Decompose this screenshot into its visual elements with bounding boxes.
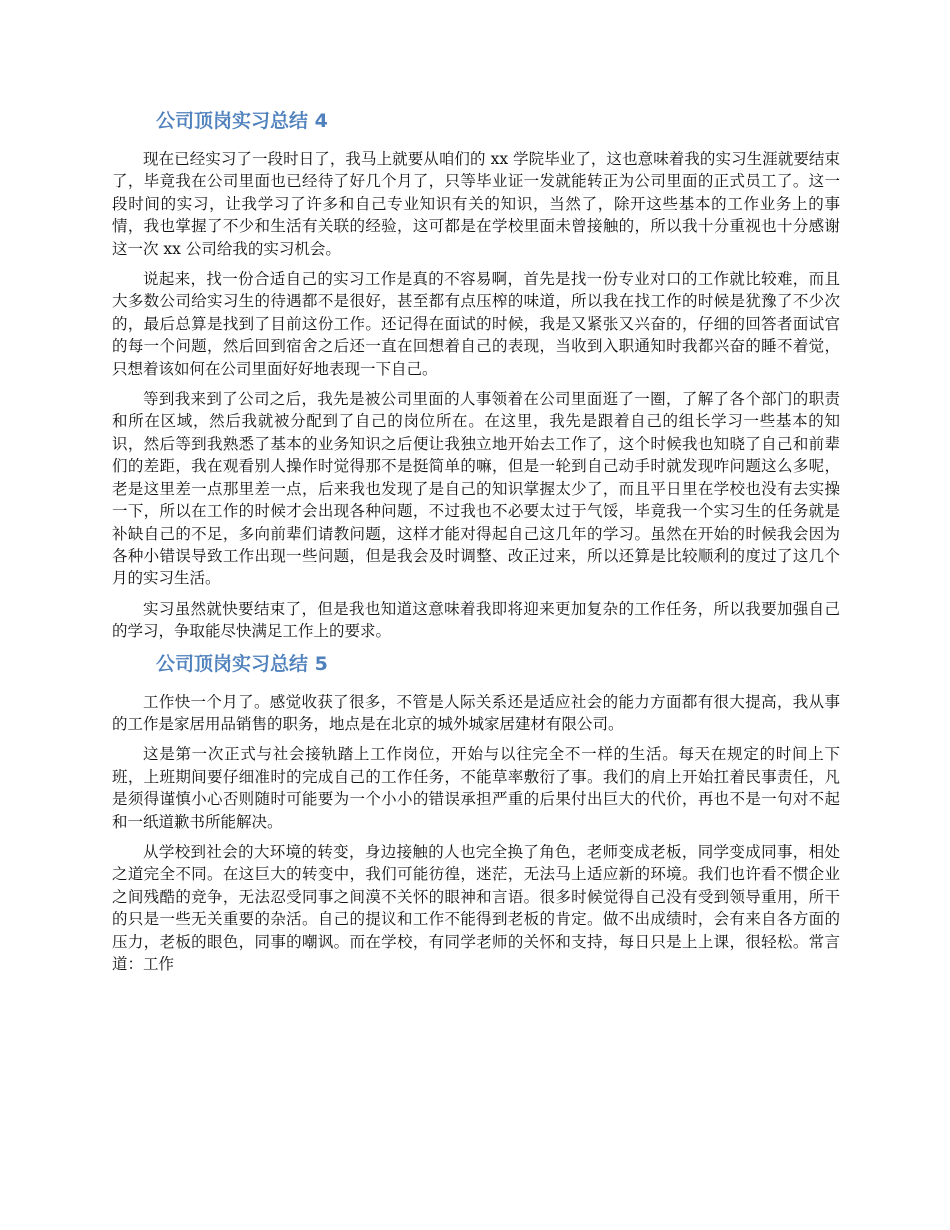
- paragraph: 等到我来到了公司之后，我先是被公司里面的人事领着在公司里面逛了一圈，了解了各个部门的职责和所在区域，然后我就被分配到了自己的岗位所在。在这里，我先是跟着自己的组长学习一些基本的知识，然后等到我熟悉了基本的业务知识之后便让我独立地开始去工作了，这个时候我也知晓了自己和前辈们的差距，我在观看别人操作时觉得那不是挺简单的嘛，但是一轮到自己动手时就发现咋问题这么多呢，老是这里差一点那里差一点，后来我也发现了是自己的知识掌握太少了，而且平日里在学校也没有去实操一下，所以在工作的时候才会出现各种问题，不过我也不必要太过于气馁，毕竟我一个实习生的任务就是补缺自己的不足，多向前辈们请教问题，这样才能对得起自己这几年的学习。虽然在开始的时候我会因为各种小错误导致工作出现一些问题，但是我会及时调整、改正过来，所以还算是比较顺利的度过了这几个月的实习生活。: [112, 390, 840, 588]
- section-title: 公司顶岗实习总结 5: [156, 652, 328, 675]
- paragraph: 实习虽然就快要结束了，但是我也知道这意味着我即将迎来更加复杂的工作任务，所以我要加强自己的学习，争取能尽快满足工作上的要求。: [112, 599, 840, 641]
- report-section-4: [112, 108, 840, 643]
- section-title: 公司顶岗实习总结 4: [156, 110, 328, 132]
- paragraph: 从学校到社会的大环境的转变，身边接触的人也完全换了角色，老师变成老板，同学变成同事，相处之道完全不同。在这巨大的转变中，我们可能彷徨，迷茫，无法马上适应新的环境。我们也许看不惯企业之间残酷的竞争，无法忍受同事之间漠不关怀的眼神和言语。很多时候觉得自己没有受到领导重用，所干的只是一些无关重要的杂活。自己的提议和工作不能得到老板的肯定。做不出成绩时，会有来自各方面的压力，老板的眼色，同事的嘲讽。而在学校，有同学老师的关怀和支持，每日只是上上课，很轻松。常言道：工作: [112, 842, 840, 973]
- paragraph: 说起来，找一份合适自己的实习工作是真的不容易啊，首先是找一份专业对口的工作就比较难，而且大多数公司给实习生的待遇都不是很好，甚至都有点压榨的味道，所以我在找工作的时候是犹豫了不少次的，最后总算是找到了目前这份工作。还记得在面试的时候，我是又紧张又兴奋的，仔细的回答者面试官的每一个问题，然后回到宿舍之后还一直在回想着自己的表现，当收到入职通知时我都兴奋的睡不着觉，只想着该如何在公司里面好好地表现一下自己。: [112, 270, 840, 378]
- paragraph: 这是第一次正式与社会接轨踏上工作岗位，开始与以往完全不一样的生活。每天在规定的时间上下班，上班期间要仔细准时的完成自己的工作任务，不能草率敷衍了事。我们的肩上开始扛着民事责任，凡是须得谨慎小心否则随时可能要为一个小小的错误承担严重的后果付出巨大的代价，再也不是一句对不起和一纸道歉书所能解决。: [112, 745, 840, 831]
- report-section-5: [112, 651, 840, 976]
- paragraph: 工作快一个月了。感觉收获了很多，不管是人际关系还是适应社会的能力方面都有很大提高，我从事的工作是家居用品销售的职务，地点是在北京的城外城家居建材有限公司。: [112, 692, 840, 733]
- paragraph: 现在已经实习了一段时日了，我马上就要从咱们的 xx 学院毕业了，这也意味着我的实习生涯就要结束了，毕竟我在公司里面也已经待了好几个月了，只等毕业证一发就能转正为公司里面的正式员工了。这一段时间的实习，让我学习了许多和自己专业知识有关的知识，当然了，除开这些基本的工作业务上的事情，我也掌握了不少和生活有关联的经验，这可都是在学校里面未曾接触的，所以我十分重视也十分感谢这一次 xx 公司给我的实习机会。: [112, 150, 840, 258]
- document-page: [112, 108, 840, 983]
